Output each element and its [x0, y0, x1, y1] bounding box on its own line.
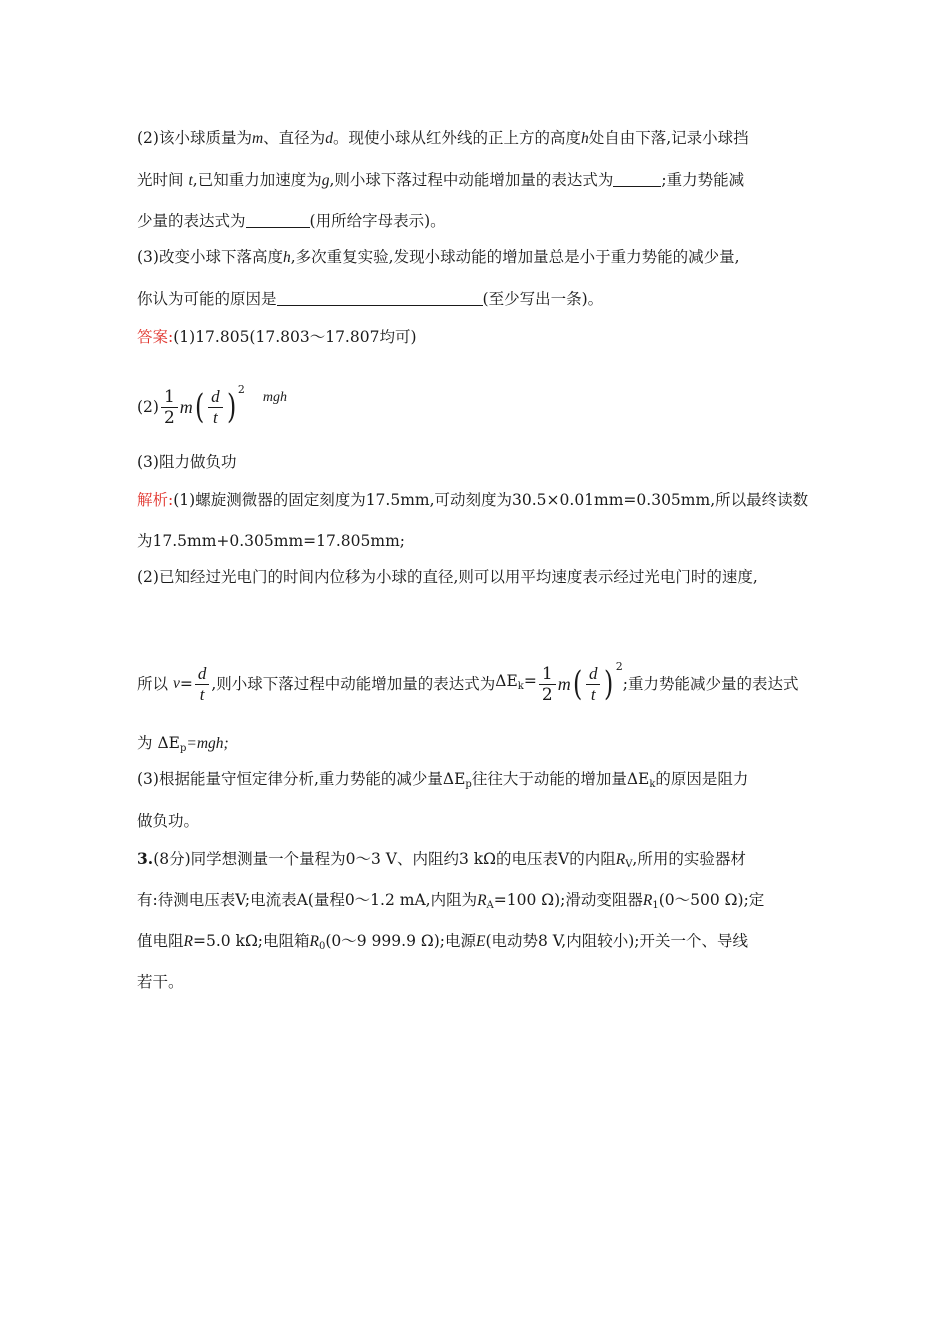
left-paren: ( — [572, 664, 582, 704]
q3-line-1 — [137, 246, 740, 269]
delta-ek — [495, 672, 537, 690]
left-paren: ( — [194, 387, 205, 427]
text: =mgh; — [186, 735, 229, 752]
subscript: k — [649, 779, 656, 790]
var-r: R — [477, 892, 487, 909]
var-d: d — [325, 130, 333, 147]
right-paren: ) — [604, 664, 614, 704]
text: 。现使小球从红外线的正上方的高度 — [332, 129, 581, 147]
denominator: t — [212, 407, 218, 427]
text: 若干。 — [137, 973, 184, 991]
var-h: h — [580, 130, 589, 147]
q-next-line-1 — [137, 848, 746, 876]
analysis-line-3 — [137, 566, 758, 588]
text: (2)已知经过光电门的时间内位移为小球的直径,则可以用平均速度表示经过光电门时的速度, — [137, 568, 758, 586]
numerator: d — [195, 664, 210, 685]
text: 做负功。 — [137, 812, 200, 830]
var-r: R — [642, 892, 653, 909]
answer-1: (1)17.805(17.803～17.807均可) — [173, 328, 417, 346]
text: 处自由下落,记录小球挡 — [588, 129, 749, 147]
analysis-line-2 — [137, 530, 405, 552]
fraction-d-t — [195, 664, 210, 705]
text: (0～9 999.9 Ω);电源 — [325, 932, 476, 950]
text: 、直径为 — [263, 129, 326, 147]
subscript: A — [486, 900, 494, 911]
var-r: R — [309, 933, 319, 950]
answer-blank[interactable] — [277, 289, 483, 306]
q-next-line-3 — [137, 930, 748, 958]
var-m: m — [179, 397, 193, 417]
var-h: h — [282, 249, 291, 266]
denominator: t — [199, 684, 205, 704]
delta-e: ΔE — [626, 770, 650, 788]
q-next-line-4 — [137, 971, 184, 993]
q-next-line-2 — [137, 889, 764, 917]
analysis-line-4 — [137, 643, 798, 711]
analysis-line-5 — [137, 732, 229, 760]
delta-e: ΔE — [442, 770, 466, 788]
answer-label: 答案: — [137, 328, 174, 346]
mgh: mgh — [262, 390, 287, 405]
text: ΔE — [495, 672, 518, 690]
text: 少量的表达式为 — [137, 212, 246, 230]
var-m: m — [251, 130, 264, 147]
fraction-d-t — [208, 387, 223, 428]
numerator: d — [586, 664, 601, 685]
equals: = — [179, 675, 193, 693]
var-t: t — [188, 172, 193, 189]
q2-line-1 — [137, 127, 749, 150]
text: (8分)同学想测量一个量程为0～3 V、内阻约3 kΩ的电压表V的内阻 — [153, 850, 616, 868]
answer-line-2 — [137, 368, 287, 429]
equals: = — [523, 672, 537, 690]
numerator: d — [208, 387, 223, 408]
fraction-half — [539, 664, 556, 705]
var-r: R — [615, 851, 626, 868]
text: 值电阻 — [137, 932, 184, 950]
answer-blank[interactable] — [613, 170, 661, 187]
text: 往往大于动能的增加量 — [471, 770, 627, 788]
analysis-line-1 — [137, 489, 808, 511]
text: (用所给字母表示)。 — [309, 212, 446, 230]
text: (0～500 Ω);定 — [658, 891, 765, 909]
text: ;重力势能减 — [661, 171, 745, 189]
answer-blank[interactable] — [246, 211, 310, 228]
right-paren: ) — [226, 387, 236, 427]
text: =100 Ω);滑动变阻器 — [493, 891, 643, 909]
text: (2)该小球质量为 — [137, 129, 252, 147]
analysis-line-7 — [137, 810, 199, 832]
answer-line-3 — [137, 451, 236, 473]
text: ,则小球下落过程中动能增加量的表达式为 — [211, 675, 496, 693]
text: 为 — [137, 734, 153, 752]
numerator: 1 — [161, 387, 178, 408]
numerator: 1 — [539, 664, 556, 685]
exponent: 2 — [237, 383, 245, 396]
text: 为17.5mm+0.305mm=17.805mm; — [137, 532, 406, 550]
text: 的原因是阻力 — [655, 770, 749, 788]
text: 有:待测电压表V;电流表A(量程0～1.2 mA,内阻为 — [137, 891, 478, 909]
text: 光时间 — [137, 171, 184, 189]
exponent: 2 — [615, 660, 623, 673]
text: ,则小球下落过程中动能增加量的表达式为 — [329, 171, 614, 189]
denominator: t — [590, 684, 596, 704]
subscript: p — [179, 743, 187, 754]
text: 所以 — [137, 675, 169, 693]
var-m: m — [557, 674, 571, 694]
denominator: 2 — [163, 407, 175, 428]
var-g: g — [321, 172, 330, 189]
analysis-line-6 — [137, 768, 748, 796]
question-number: 3. — [137, 849, 154, 868]
subscript: 0 — [318, 941, 326, 952]
fraction-d-t — [586, 664, 601, 705]
subscript: k — [517, 681, 524, 692]
denominator: 2 — [541, 684, 553, 705]
answer-line-1 — [137, 326, 417, 348]
q2-line-3 — [137, 210, 446, 232]
text: (至少写出一条)。 — [482, 290, 604, 308]
text: ,所用的实验器材 — [632, 850, 746, 868]
subscript: 1 — [652, 900, 659, 911]
analysis-label: 解析: — [137, 491, 174, 509]
text: ,多次重复实验,发现小球动能的增加量总是小于重力势能的减少量, — [290, 248, 740, 266]
subscript: p — [465, 779, 472, 790]
answer-3: (3)阻力做负功 — [137, 453, 237, 471]
text: (3)根据能量守恒定律分析,重力势能的减少量 — [137, 770, 443, 788]
subscript: V — [625, 859, 633, 870]
text: ;重力势能减少量的表达式 — [622, 675, 799, 693]
var-e: E — [475, 933, 486, 950]
text: (3)改变小球下落高度 — [137, 248, 283, 266]
fraction-half — [161, 387, 178, 428]
q2-line-2 — [137, 169, 744, 192]
text: 你认为可能的原因是 — [137, 290, 277, 308]
var-v: v — [172, 675, 180, 692]
text: (电动势8 V,内阻较小);开关一个、导线 — [485, 932, 748, 950]
text: ,已知重力加速度为 — [192, 171, 322, 189]
delta-e: ΔE — [157, 734, 180, 752]
q3-line-2 — [137, 288, 603, 310]
var-r: R — [183, 933, 193, 950]
text: (2) — [137, 398, 159, 416]
text: (1)螺旋测微器的固定刻度为17.5mm,可动刻度为30.5×0.01mm=0.305mm,所以最终读数 — [173, 491, 809, 509]
text: =5.0 kΩ;电阻箱 — [192, 932, 310, 950]
